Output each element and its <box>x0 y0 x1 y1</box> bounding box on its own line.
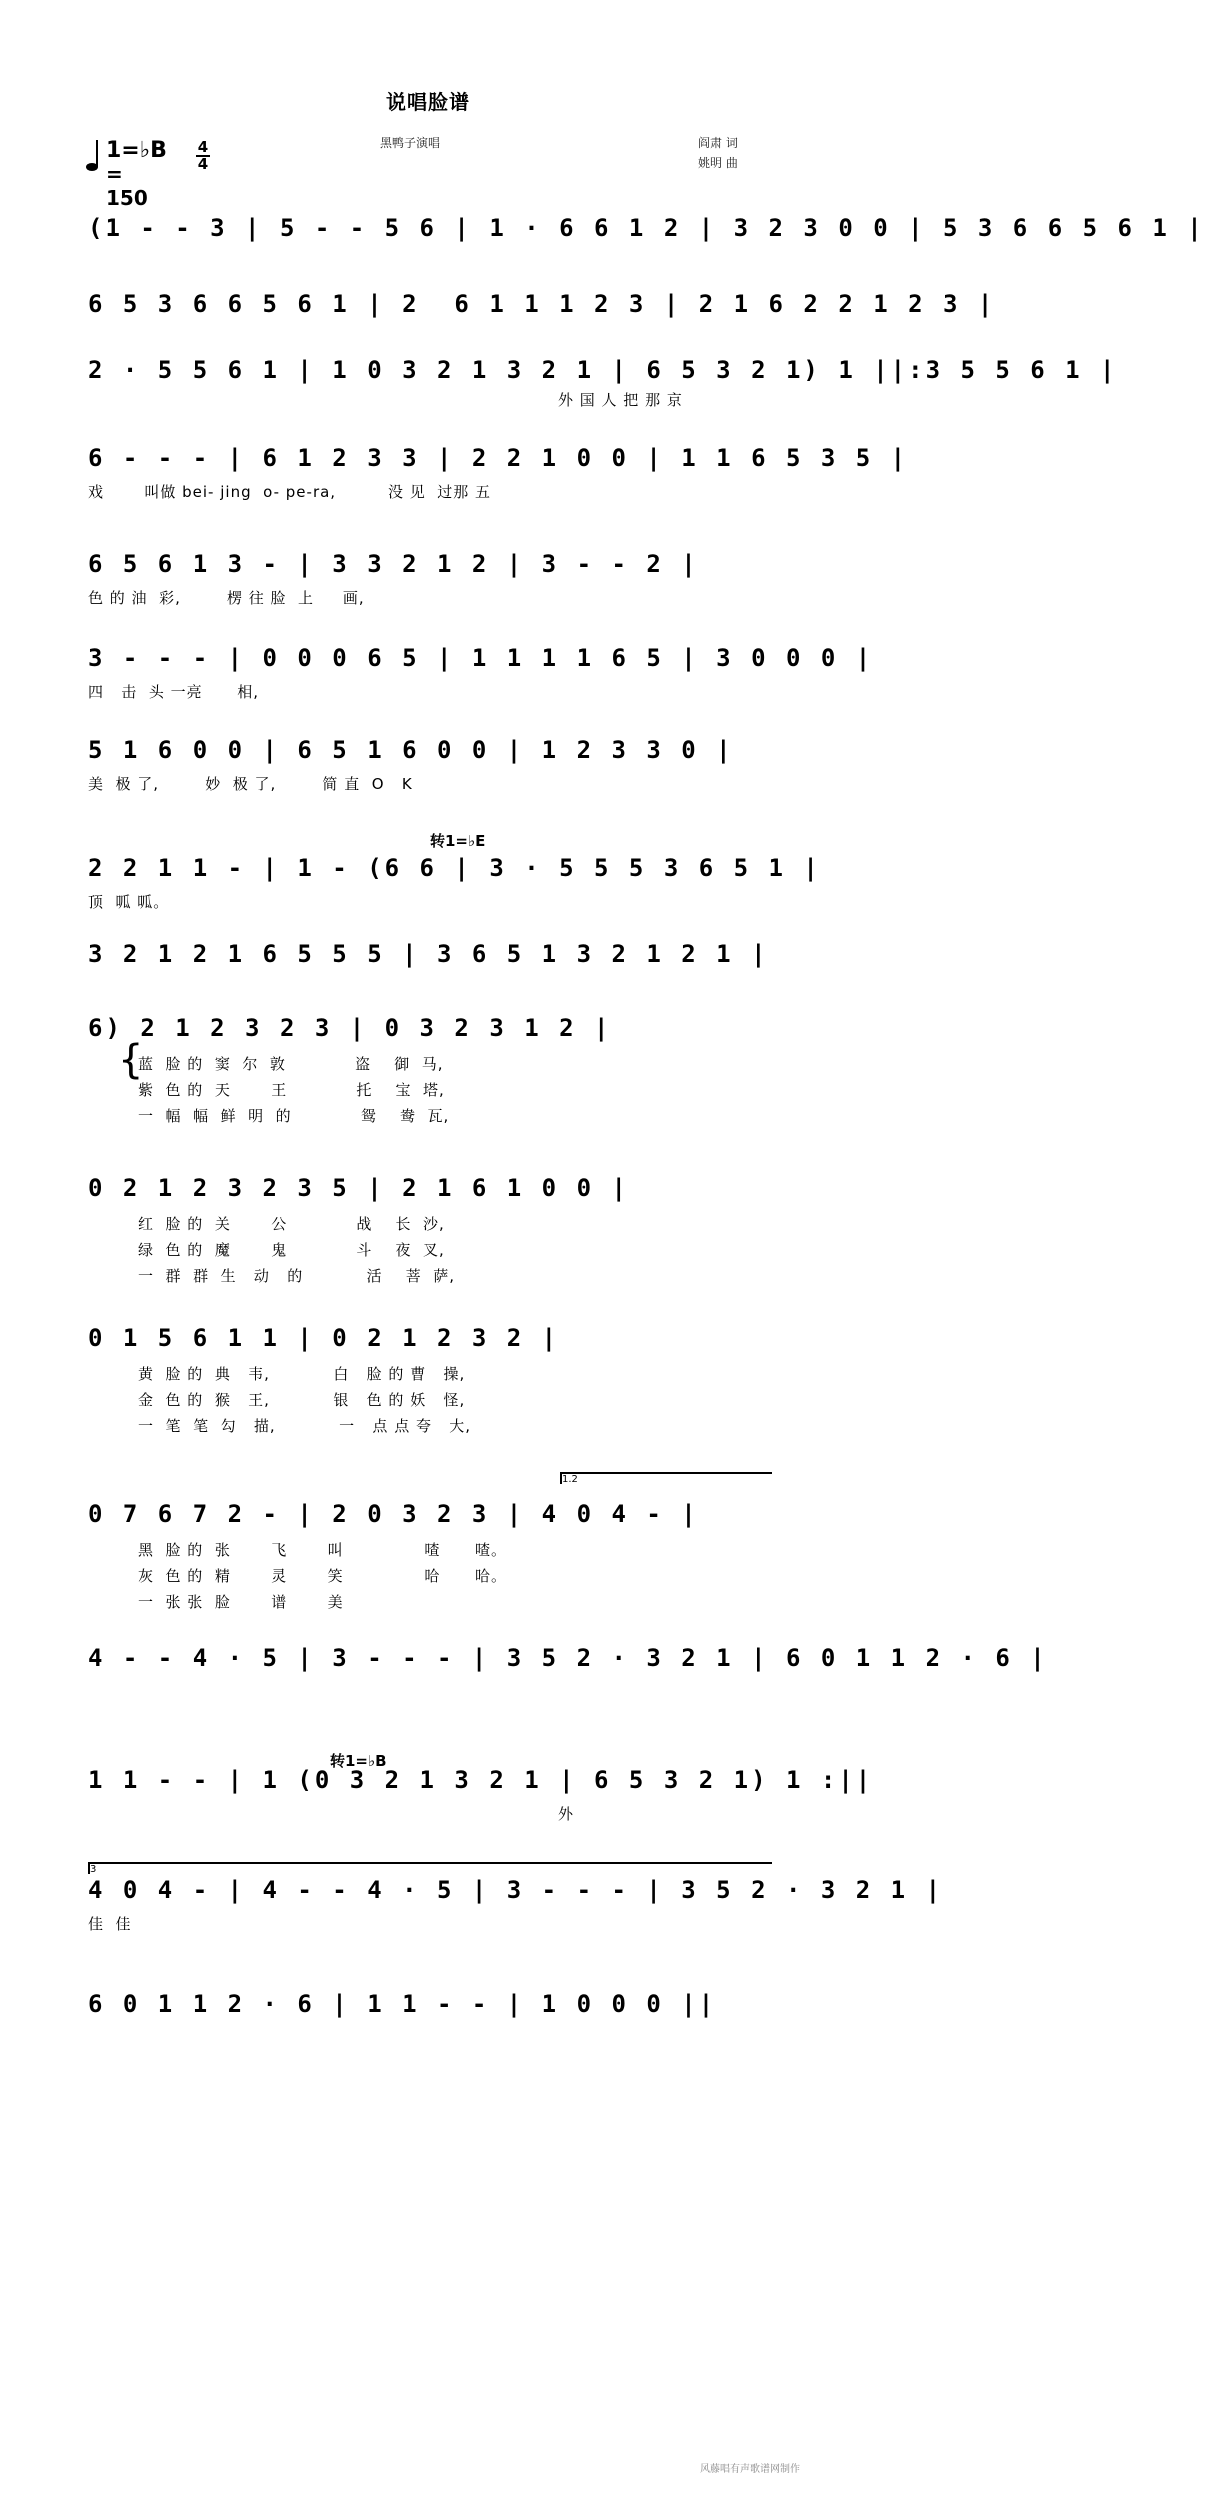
notation-line: 6 - - - | 6 1 2 3 3 | 2 2 1 0 0 | 1 1 6 5 3 5 | <box>88 444 909 472</box>
notation-line: 6 5 6 1 3 - | 3 3 2 1 2 | 3 - - 2 | <box>88 550 699 578</box>
lyric-line: 一 笔 笔 勾 描, 一 点 点 夸 大, <box>138 1417 472 1435</box>
lyric-line: 外 <box>558 1805 575 1823</box>
lyricist-credit: 阎肃 词 <box>698 136 738 150</box>
notation-line: 4 - - 4 · 5 | 3 - - - | 3 5 2 · 3 2 1 | 6 0 1 1 2 · 6 | <box>88 1644 1048 1672</box>
volta-third-ending: 3 <box>88 1862 772 1874</box>
lyric-line: 色 的 油 彩, 楞 往 脸 上 画, <box>88 589 365 607</box>
lyric-line: 灰 色 的 精 灵 笑 哈 哈。 <box>138 1567 507 1585</box>
lyric-line: 一 张 张 脸 谱 美 <box>138 1593 344 1611</box>
quarter-note-icon <box>86 138 102 172</box>
time-signature: 4 4 <box>197 138 209 173</box>
notation-line: 6 5 3 6 6 5 6 1 | 2 6 1 1 1 2 3 | 2 1 6 2 2 1 2 3 | <box>88 290 996 318</box>
notation-line: 0 1 5 6 1 1 | 0 2 1 2 3 2 | <box>88 1324 560 1352</box>
lyric-line: 外 国 人 把 那 京 <box>558 391 683 409</box>
notation-line: 4 0 4 - | 4 - - 4 · 5 | 3 - - - | 3 5 2 · 3 2 1 | <box>88 1876 944 1904</box>
lyric-line: 一 群 群 生 动 的 活 菩 萨, <box>138 1267 456 1285</box>
lyric-line: 黄 脸 的 典 韦, 白 脸 的 曹 操, <box>138 1365 466 1383</box>
notation-line: 2 2 1 1 - | 1 - (6 6 | 3 · 5 5 5 3 6 5 1 | <box>88 854 821 882</box>
lyric-line: 四 击 头 一亮 相, <box>88 683 259 701</box>
modulation-to-b: 转1=♭B <box>330 1752 387 1770</box>
lyric-line: 绿 色 的 魔 鬼 斗 夜 叉, <box>138 1241 445 1259</box>
notation-line: 6 0 1 1 2 · 6 | 1 1 - - | 1 0 0 0 || <box>88 1990 717 2018</box>
notation-line: 1 1 - - | 1 (0 3 2 1 3 2 1 | 6 5 3 2 1) 1 :|| <box>88 1766 874 1794</box>
notation-line: (1 - - 3 | 5 - - 5 6 | 1 · 6 6 1 2 | 3 2 3 0 0 | 5 3 6 6 5 6 1 | <box>88 214 1205 242</box>
notation-line: 0 7 6 7 2 - | 2 0 3 2 3 | 4 0 4 - | <box>88 1500 699 1528</box>
performer-credit: 黑鸭子演唱 <box>380 136 441 150</box>
lyric-line: 红 脸 的 关 公 战 长 沙, <box>138 1215 445 1233</box>
lyric-line: 佳 佳 <box>88 1915 132 1933</box>
composer-credit: 姚明 曲 <box>698 156 738 170</box>
lyric-line: 一 幅 幅 鲜 明 的 鸳 鸯 瓦, <box>138 1107 450 1125</box>
key-signature: 1=♭B <box>106 138 167 163</box>
tempo-bpm: = 150 <box>106 162 148 210</box>
page-title: 说唱脸谱 <box>386 90 470 114</box>
lyric-line: 金 色 的 猴 王, 银 色 的 妖 怪, <box>138 1391 466 1409</box>
volta-first-ending: 1.2 <box>560 1472 772 1484</box>
notation-line: 2 · 5 5 6 1 | 1 0 3 2 1 3 2 1 | 6 5 3 2 1) 1 ||:3 5 5 6 1 | <box>88 356 1118 384</box>
footer-credit: 风藤唱有声歌谱网制作 <box>700 2464 800 2475</box>
lyric-line: 蓝 脸 的 窦 尔 敦 盗 御 马, <box>138 1055 444 1073</box>
notation-line: 3 - - - | 0 0 0 6 5 | 1 1 1 1 6 5 | 3 0 0 0 | <box>88 644 874 672</box>
lyric-line: 顶 呱 呱。 <box>88 893 170 911</box>
verse-brace: { <box>118 1037 144 1083</box>
lyric-line: 紫 色 的 天 王 托 宝 塔, <box>138 1081 445 1099</box>
lyric-line: 黑 脸 的 张 飞 叫 喳 喳。 <box>138 1541 507 1559</box>
notation-line: 5 1 6 0 0 | 6 5 1 6 0 0 | 1 2 3 3 0 | <box>88 736 734 764</box>
notation-line: 3 2 1 2 1 6 5 5 5 | 3 6 5 1 3 2 1 2 1 | <box>88 940 769 968</box>
notation-line: 6) 2 1 2 3 2 3 | 0 3 2 3 1 2 | <box>88 1014 612 1042</box>
lyric-line: 戏 叫做 bei- jing o- pe-ra, 没 见 过那 五 <box>88 483 492 501</box>
lyric-line: 美 极 了, 妙 极 了, 简 直 O K <box>88 775 413 793</box>
notation-line: 0 2 1 2 3 2 3 5 | 2 1 6 1 0 0 | <box>88 1174 629 1202</box>
modulation-to-e: 转1=♭E <box>430 832 486 850</box>
